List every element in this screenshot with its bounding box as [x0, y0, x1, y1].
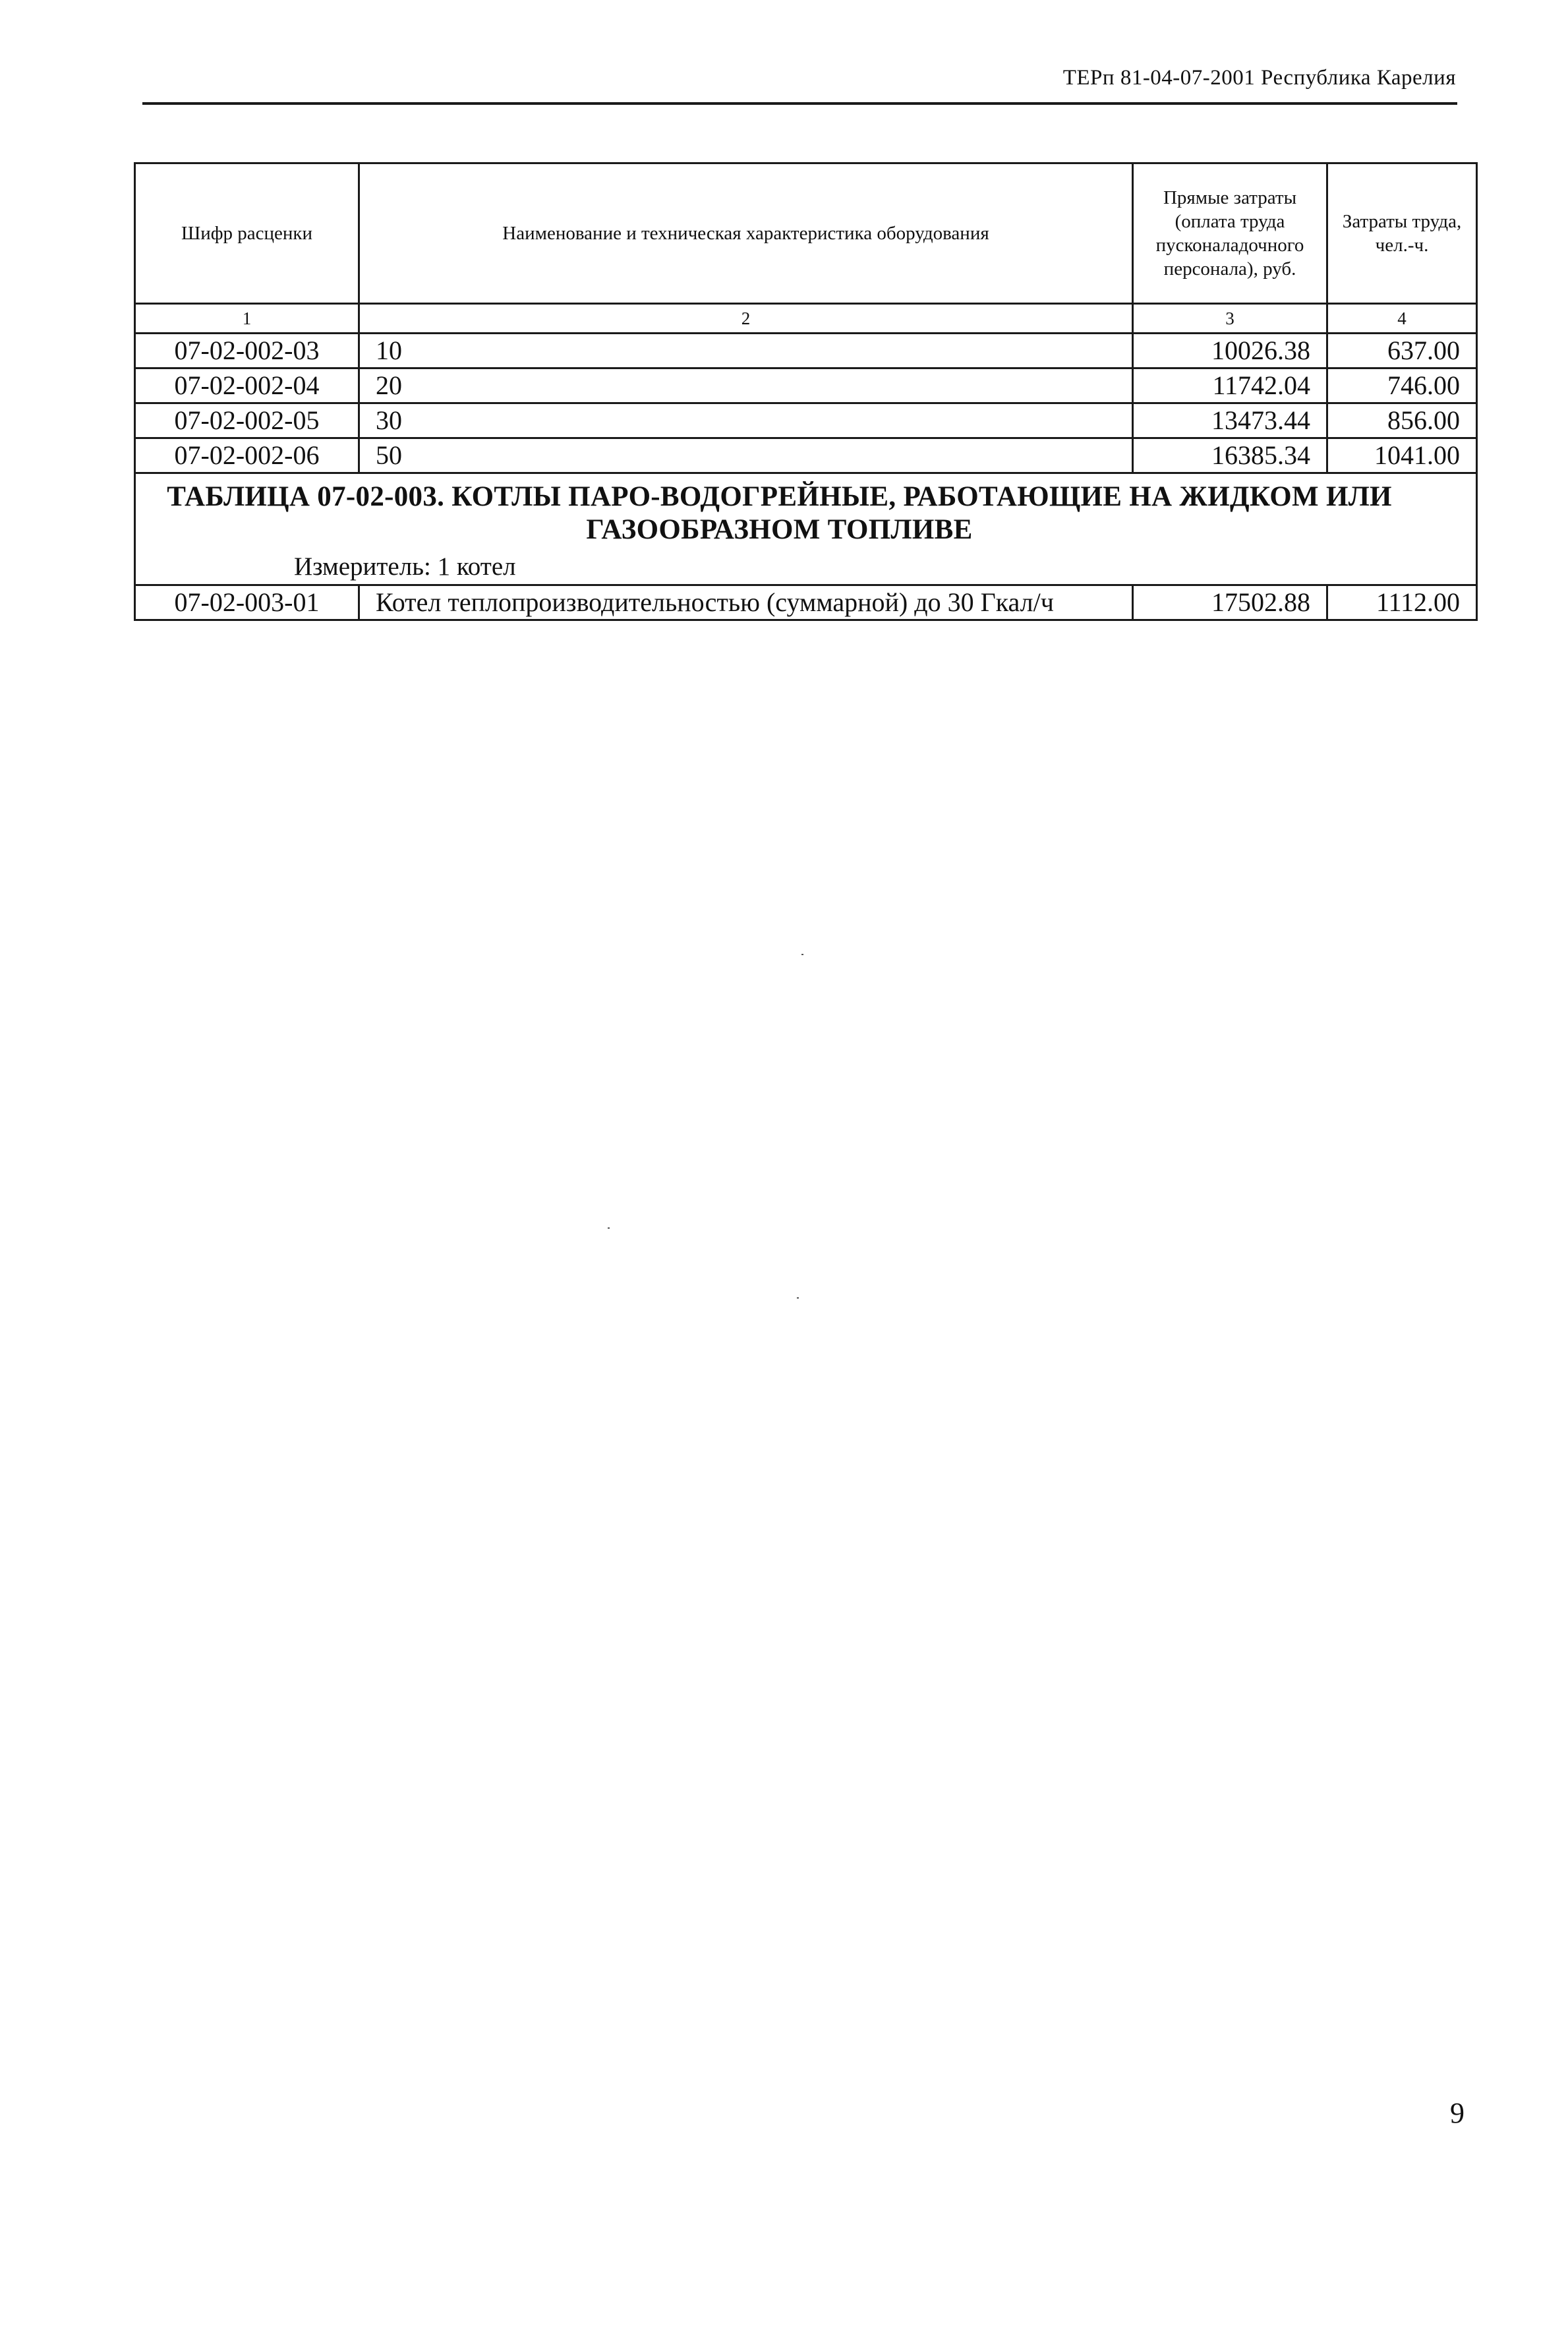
labor-cost: 746.00	[1327, 368, 1477, 403]
rate-code: 07-02-002-06	[135, 438, 359, 473]
table-row	[135, 438, 1477, 473]
rate-code: 07-02-002-03	[135, 334, 359, 368]
equipment-name: 50	[359, 438, 1133, 473]
direct-cost: 16385.34	[1133, 438, 1327, 473]
header-divider	[142, 102, 1457, 105]
rates-table	[134, 162, 1478, 621]
direct-cost: 11742.04	[1133, 368, 1327, 403]
table-row	[135, 334, 1477, 368]
column-number: 1	[135, 304, 359, 334]
direct-cost: 17502.88	[1133, 585, 1327, 620]
scan-speck	[801, 954, 803, 955]
column-header-name: Наименование и техническая характеристика оборудования	[359, 163, 1133, 304]
column-number-row	[135, 304, 1477, 334]
direct-cost: 13473.44	[1133, 403, 1327, 438]
direct-cost: 10026.38	[1133, 334, 1327, 368]
document-reference: ТЕРп 81-04-07-2001 Республика Карелия	[1062, 66, 1456, 90]
section-title: ТАБЛИЦА 07-02-003. КОТЛЫ ПАРО-ВОДОГРЕЙНЫЕ, РАБОТАЮЩИЕ НА ЖИДКОМ ИЛИ ГАЗООБРАЗНОМ ТОПЛИВЕ	[167, 481, 1392, 545]
table-row	[135, 585, 1477, 620]
page-number: 9	[1450, 2097, 1465, 2129]
column-header-labor: Затраты труда, чел.-ч.	[1327, 163, 1477, 304]
labor-cost: 1041.00	[1327, 438, 1477, 473]
rate-code: 07-02-003-01	[135, 585, 359, 620]
column-number: 4	[1327, 304, 1477, 334]
table-header-row	[135, 163, 1477, 304]
section-header-cell	[135, 473, 1477, 585]
section-header-row	[135, 473, 1477, 585]
equipment-name: Котел теплопроизводительностью (суммарной) до 30 Гкал/ч	[359, 585, 1133, 620]
labor-cost: 637.00	[1327, 334, 1477, 368]
section-meter: Измеритель: 1 котел	[294, 552, 516, 581]
rate-code: 07-02-002-04	[135, 368, 359, 403]
labor-cost: 1112.00	[1327, 585, 1477, 620]
scan-speck	[797, 1297, 799, 1299]
equipment-name: 10	[359, 334, 1133, 368]
scan-speck	[608, 1227, 610, 1229]
equipment-name: 30	[359, 403, 1133, 438]
equipment-name: 20	[359, 368, 1133, 403]
column-number: 2	[359, 304, 1133, 334]
table-row	[135, 403, 1477, 438]
column-number: 3	[1133, 304, 1327, 334]
labor-cost: 856.00	[1327, 403, 1477, 438]
rate-code: 07-02-002-05	[135, 403, 359, 438]
column-header-direct-cost: Прямые затраты (оплата труда пусконаладочного персонала), руб.	[1133, 163, 1327, 304]
column-header-code: Шифр расценки	[135, 163, 359, 304]
table-row	[135, 368, 1477, 403]
